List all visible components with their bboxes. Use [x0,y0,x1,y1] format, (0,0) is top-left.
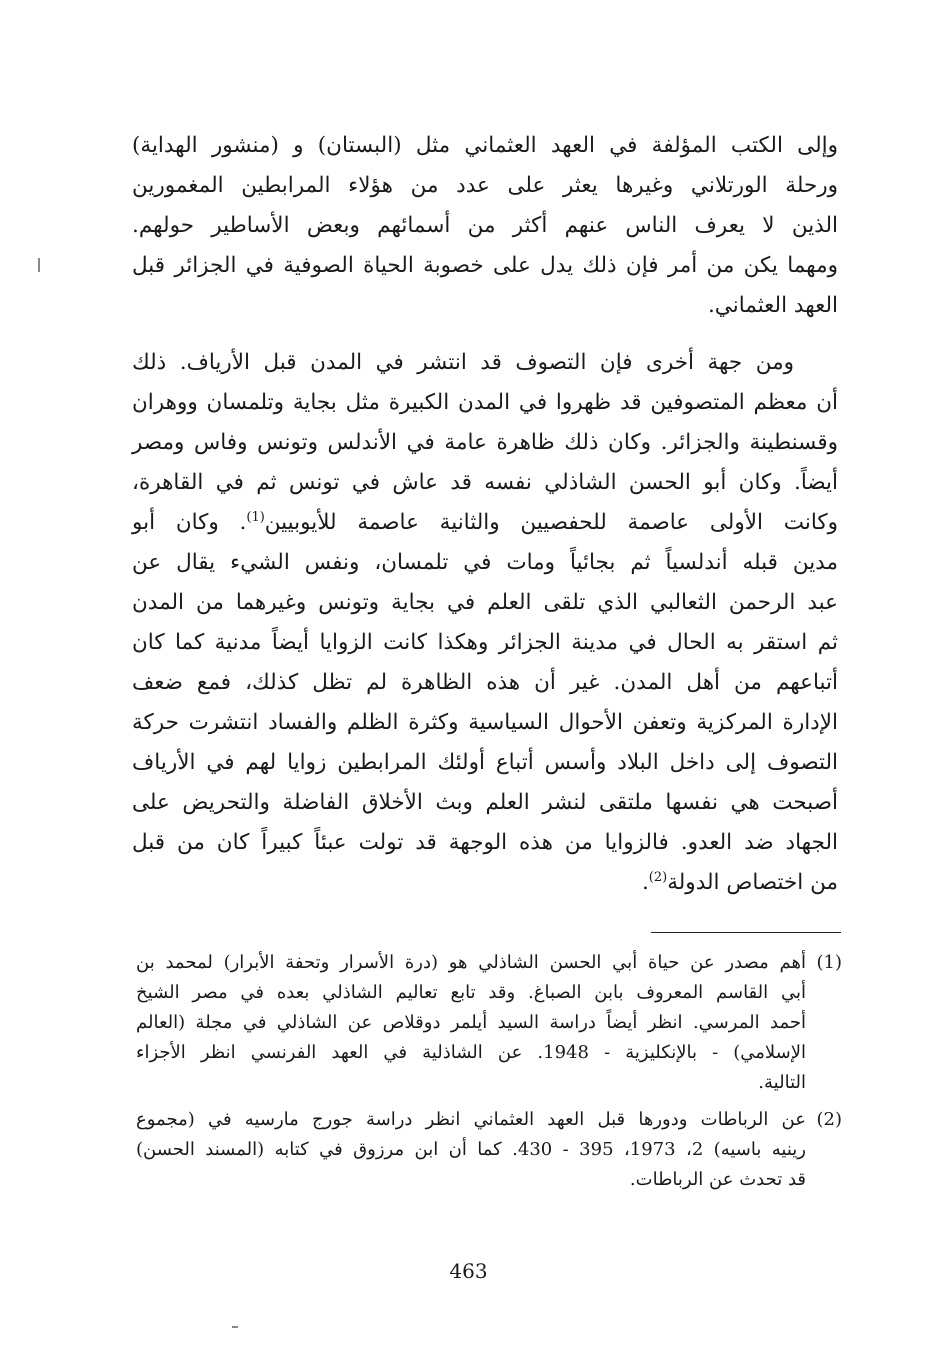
text-line: أصبحت هي نفسها ملتقى لنشر العلم وبث الأخلاق الفاضلة والتحريض على [132,790,838,815]
text-line [132,863,838,903]
text-line: أيضاً. وكان أبو الحسن الشاذلي نفسه قد عاش في تونس ثم في القاهرة، [132,470,838,495]
footnote-line: أهم مصدر عن حياة أبي الحسن الشاذلي هو (درة الأسرار وتحفة الأبرار) لمحمد بن [136,952,806,973]
footnote-line: الإسلامي) - بالإنكليزية - 1948. عن الشاذلية في العهد الفرنسي انظر الأجزاء [136,1042,807,1063]
text-line: الإدارة المركزية وتعفن الأحوال السياسية وكثرة الظلم والفساد انتشرت حركة [132,710,838,735]
footnote-line: عن الرباطات ودورها قبل العهد العثماني انظر دراسة جورج مارسيه في (مجموع [136,1109,806,1130]
footnote-line: رينيه باسيه) 2، 1973، 395 - 430. كما أن ابن مرزوق في كتابه (المسند الحسن) [136,1139,807,1160]
text-line: مدين قبله أندلسياً ثم بجائياً ومات في تلمسان، ونفس الشيء يقال عن [132,550,838,575]
text-segment: . وكان أبو [132,510,247,535]
scan-mark [38,258,40,272]
footnote-2 [136,1105,842,1195]
footnotes [136,948,842,1202]
text-line: العهد العثماني. [707,293,838,318]
text-line: الجهاد ضد العدو. فالزوايا من هذه الوجهة قد تولت عبئاً كبيراً كان من قبل [132,830,838,855]
footnote-number: (2) [816,1109,842,1130]
page-number: 463 [449,1259,488,1283]
text-line: الذين لا يعرف الناس عنهم أكثر من أسمائهم وبعض الأساطير حولهم. [132,213,838,238]
text-line: وإلى الكتب المؤلفة في العهد العثماني مثل (البستان) و (منشور الهداية) [132,133,838,158]
footnote-line: التالية. [758,1072,806,1093]
paragraph-1 [132,126,838,326]
text-line: وقسنطينة والجزائر. وكان ذلك ظاهرة عامة في الأندلس وتونس وفاس ومصر [132,430,838,455]
text-line: ورحلة الورتلاني وغيرها يعثر على عدد من هؤلاء المرابطين المغمورين [132,173,838,198]
text-line: ثم استقر به الحال في مدينة الجزائر وهكذا كانت الزوايا أيضاً مدنية كما كان [132,630,838,655]
footnote-line: أبي القاسم المعروف بابن الصباغ. وقد تابع تعاليم الشاذلي بعده في مصر الشيخ [136,982,806,1003]
text-segment: . [641,870,649,895]
text-segment: من اختصاص الدولة [667,870,838,895]
footnote-1 [136,948,842,1098]
text-line: التصوف إلى داخل البلاد وأسس أتباع أولئك المرابطين زوايا لهم في الأرياف [132,750,838,775]
text-line: أتباعهم من أهل المدن. غير أن هذه الظاهرة لم تظل كذلك، فمع ضعف [132,670,838,695]
footnote-reference: (2) [648,869,668,885]
text-line [132,503,838,543]
footnote-number: (1) [816,952,842,973]
footnote-text [136,1105,806,1195]
text-line: أن معظم المتصوفين قد ظهروا في المدن الكبيرة مثل بجاية وتلمسان ووهران [132,390,838,415]
footnote-reference: (1) [246,509,265,525]
paragraph-2 [132,343,838,903]
footnote-line: أحمد المرسي. انظر أيضاً دراسة السيد أيلمر دوقلاص عن الشاذلي في مجلة (العالم [136,1012,806,1033]
footnote-separator [651,932,841,933]
footnote-line: قد تحدث عن الرباطات. [629,1169,806,1190]
text-line: ومهما يكن من أمر فإن ذلك يدل على خصوبة الحياة الصوفية في الجزائر قبل [132,253,838,278]
text-line: عبد الرحمن الثعالبي الذي تلقى العلم في بجاية وتونس وغيرهما من المدن [132,590,838,615]
scan-mark [232,1326,238,1328]
main-text [132,126,838,903]
text-segment: وكانت الأولى عاصمة للحفصيين والثانية عاصمة للأيوبيين [264,510,838,535]
text-line: ومن جهة أخرى فإن التصوف قد انتشر في المدن قبل الأرياف. ذلك [132,350,794,375]
footnote-text [136,948,806,1098]
